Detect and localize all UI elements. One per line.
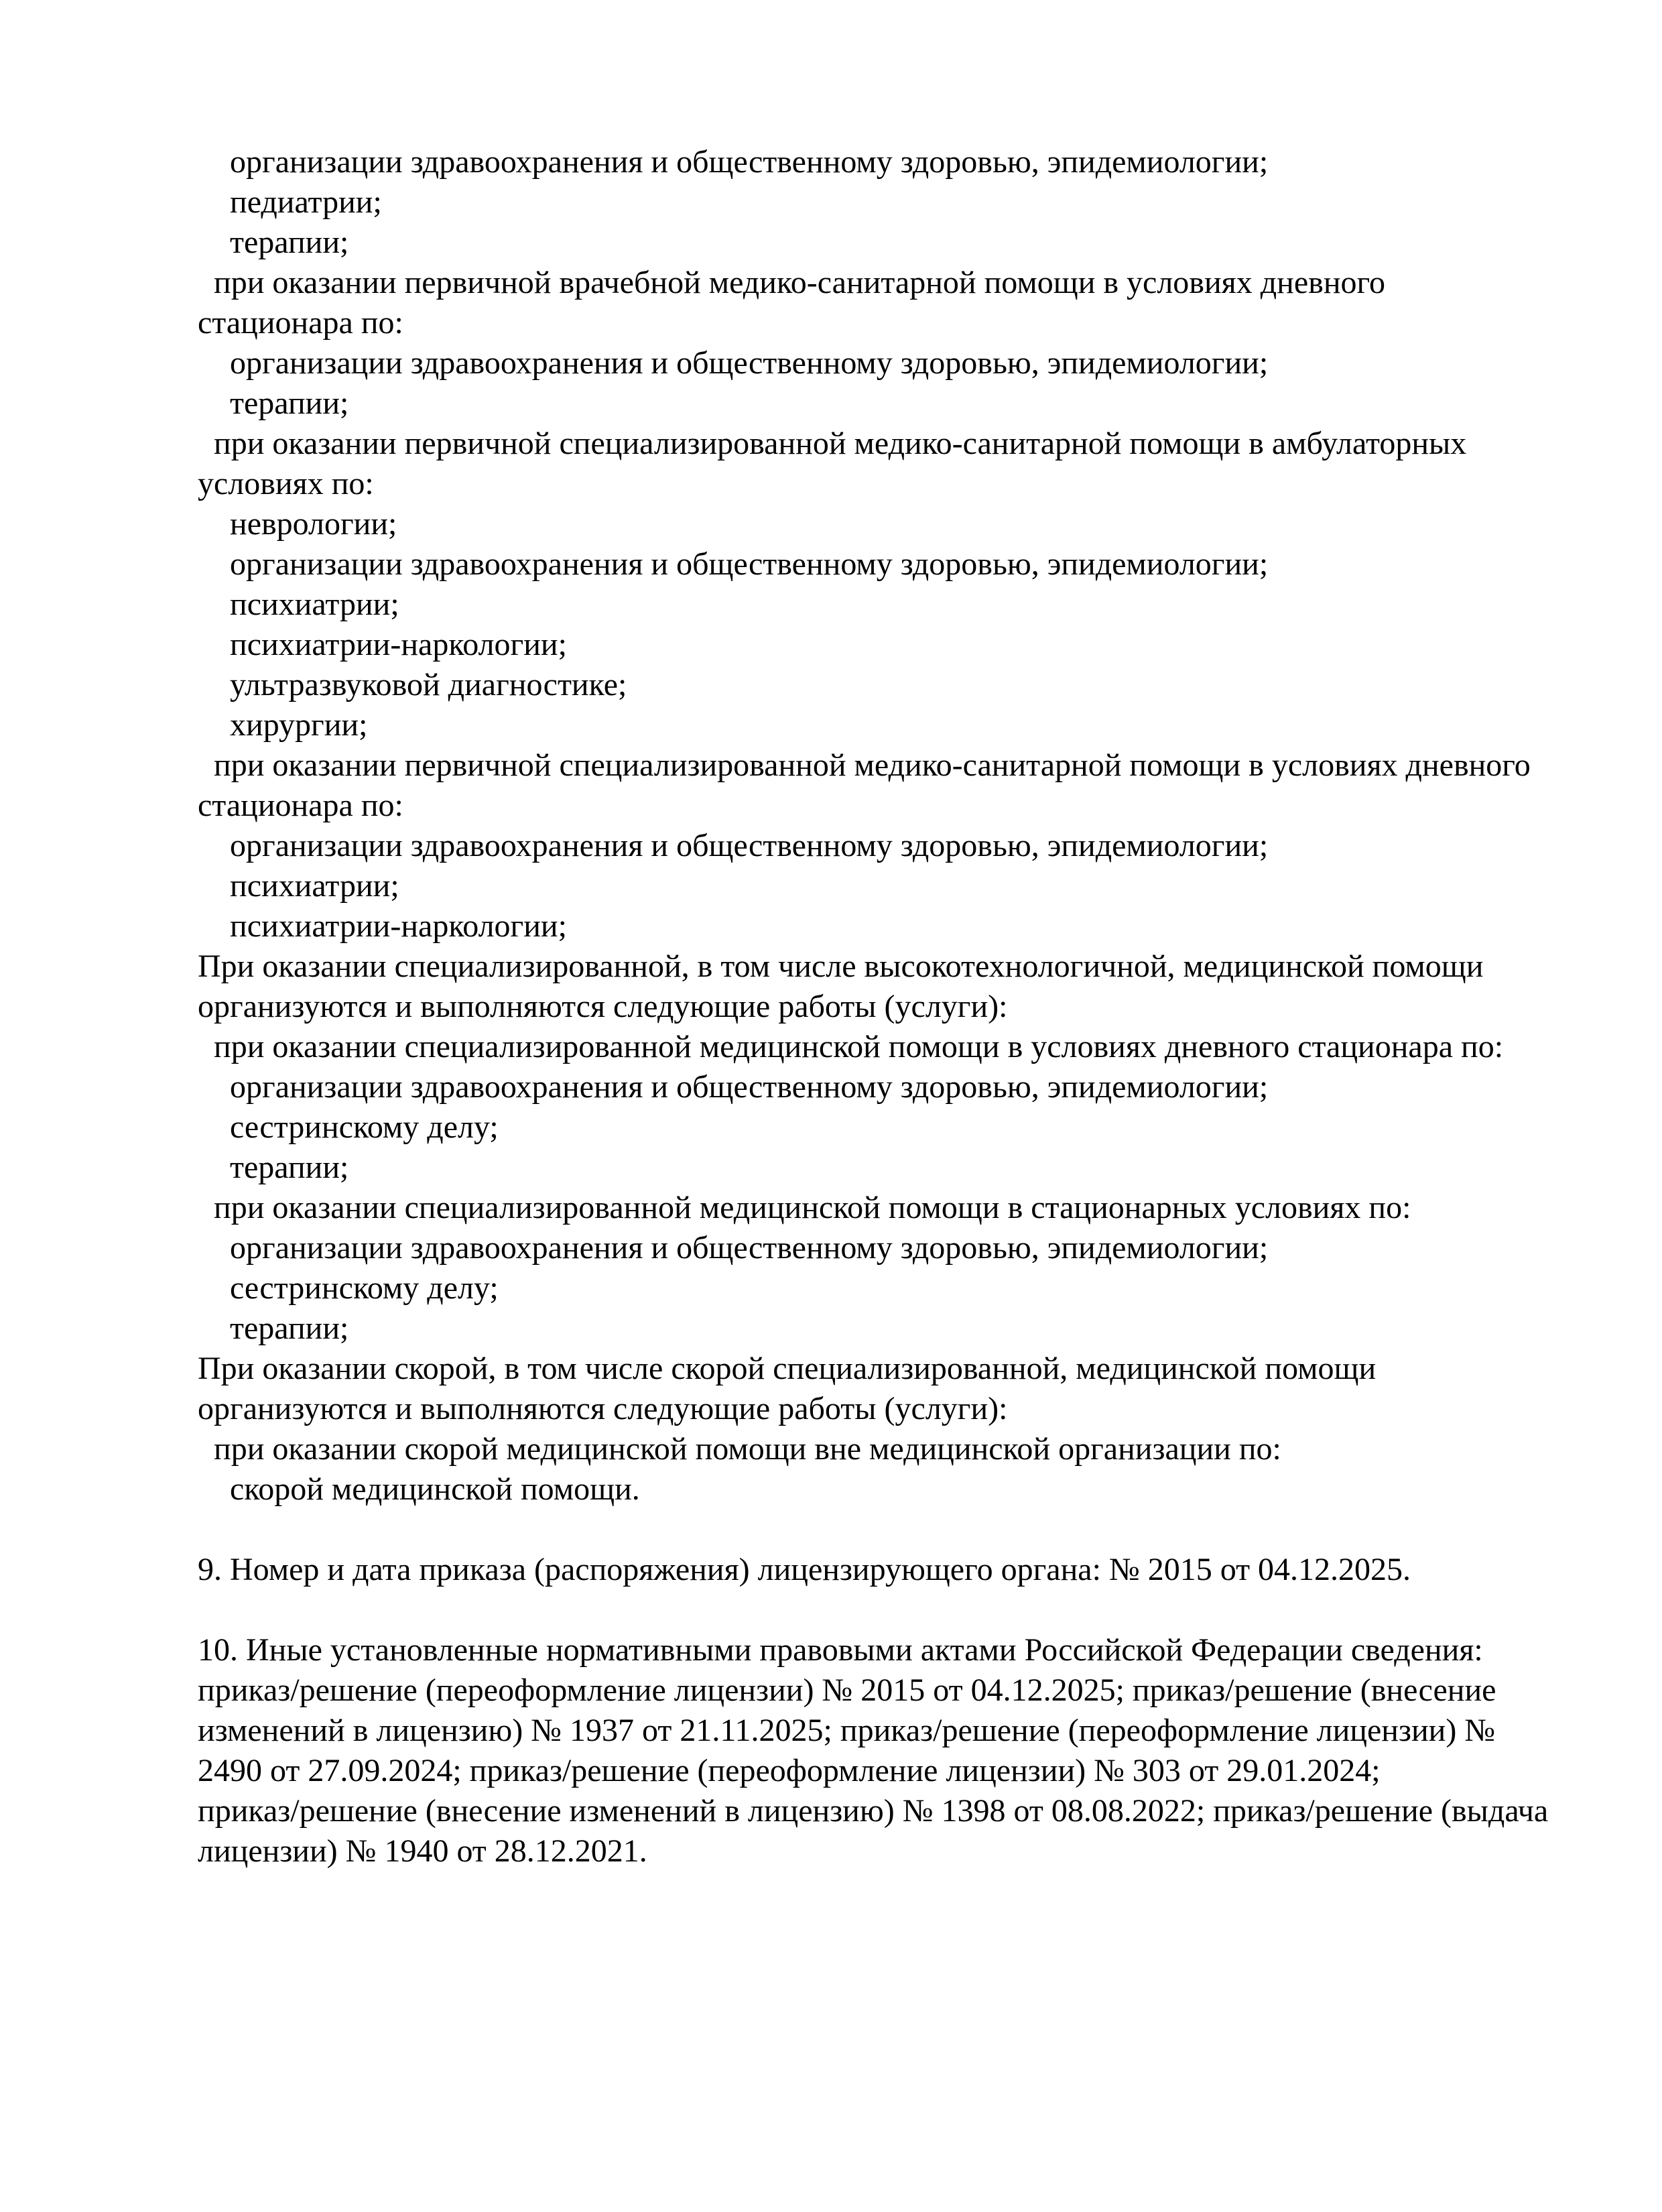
document-line: терапии; xyxy=(198,1150,349,1185)
document-line: хирургии; xyxy=(198,707,368,743)
document-line: организации здравоохранения и общественному здоровью, эпидемиологии; xyxy=(198,828,1269,863)
document-line: организуются и выполняются следующие работы (услуги): xyxy=(198,989,1008,1024)
document-line: ультразвуковой диагностике; xyxy=(198,667,627,702)
document-line: психиатрии-наркологии; xyxy=(198,627,567,662)
document-line: сестринскому делу; xyxy=(198,1109,499,1145)
document-line xyxy=(198,1590,1538,1630)
document-line: приказ/решение (переоформление лицензии) № 2015 от 04.12.2025; приказ/решение (внесение xyxy=(198,1672,1496,1708)
document-line: 9. Номер и дата приказа (распоряжения) лицензирующего органа: № 2015 от 04.12.2025. xyxy=(198,1552,1411,1587)
document-line: педиатрии; xyxy=(198,184,382,220)
document-line: терапии; xyxy=(198,225,349,260)
document-line: лицензии) № 1940 от 28.12.2021. xyxy=(198,1833,647,1869)
document-lines xyxy=(198,142,1549,1871)
document-line: организации здравоохранения и общественному здоровью, эпидемиологии; xyxy=(198,1069,1269,1105)
document-line: терапии; xyxy=(198,1310,349,1346)
document-line: при оказании специализированной медицинской помощи в стационарных условиях по: xyxy=(198,1190,1411,1225)
document-line: стационара по: xyxy=(198,305,403,341)
document-line: приказ/решение (внесение изменений в лицензию) № 1398 от 08.08.2022; приказ/решение (выдача xyxy=(198,1793,1549,1829)
document-line: организации здравоохранения и общественному здоровью, эпидемиологии; xyxy=(198,546,1269,582)
document-line: При оказании специализированной, в том числе высокотехнологичной, медицинской помощи xyxy=(198,948,1484,984)
document-line: при оказании первичной специализированной медико-санитарной помощи в амбулаторных xyxy=(198,426,1467,461)
document-line: психиатрии-наркологии; xyxy=(198,908,567,944)
document-line: психиатрии; xyxy=(198,868,399,904)
document-line: при оказании скорой медицинской помощи вне медицинской организации по: xyxy=(198,1431,1281,1467)
document-line xyxy=(198,1510,1538,1550)
document-line: психиатрии; xyxy=(198,587,399,622)
document-line: 10. Иные установленные нормативными правовыми актами Российской Федерации сведения: xyxy=(198,1632,1483,1668)
document-line: При оказании скорой, в том числе скорой специализированной, медицинской помощи xyxy=(198,1351,1377,1386)
document-line: при оказании первичной специализированной медико-санитарной помощи в условиях дневного xyxy=(198,747,1531,783)
document-line: организации здравоохранения и общественному здоровью, эпидемиологии; xyxy=(198,144,1269,180)
document-line: изменений в лицензию) № 1937 от 21.11.2025; приказ/решение (переоформление лицензии) № xyxy=(198,1713,1496,1748)
document-line: терапии; xyxy=(198,385,349,421)
document-line: 2490 от 27.09.2024; приказ/решение (переоформление лицензии) № 303 от 29.01.2024; xyxy=(198,1753,1381,1788)
document-line: сестринскому делу; xyxy=(198,1270,499,1306)
document-line: скорой медицинской помощи. xyxy=(198,1471,640,1507)
document-line: стационара по: xyxy=(198,788,403,823)
document-line: организации здравоохранения и общественному здоровью, эпидемиологии; xyxy=(198,345,1269,381)
document-line: неврологии; xyxy=(198,506,397,542)
document-line: при оказании специализированной медицинской помощи в условиях дневного стационара по: xyxy=(198,1029,1504,1064)
document-line: условиях по: xyxy=(198,466,374,501)
document-line: организуются и выполняются следующие работы (услуги): xyxy=(198,1391,1008,1426)
document-line: организации здравоохранения и общественному здоровью, эпидемиологии; xyxy=(198,1230,1269,1266)
document-line: при оказании первичной врачебной медико-санитарной помощи в условиях дневного xyxy=(198,265,1385,300)
